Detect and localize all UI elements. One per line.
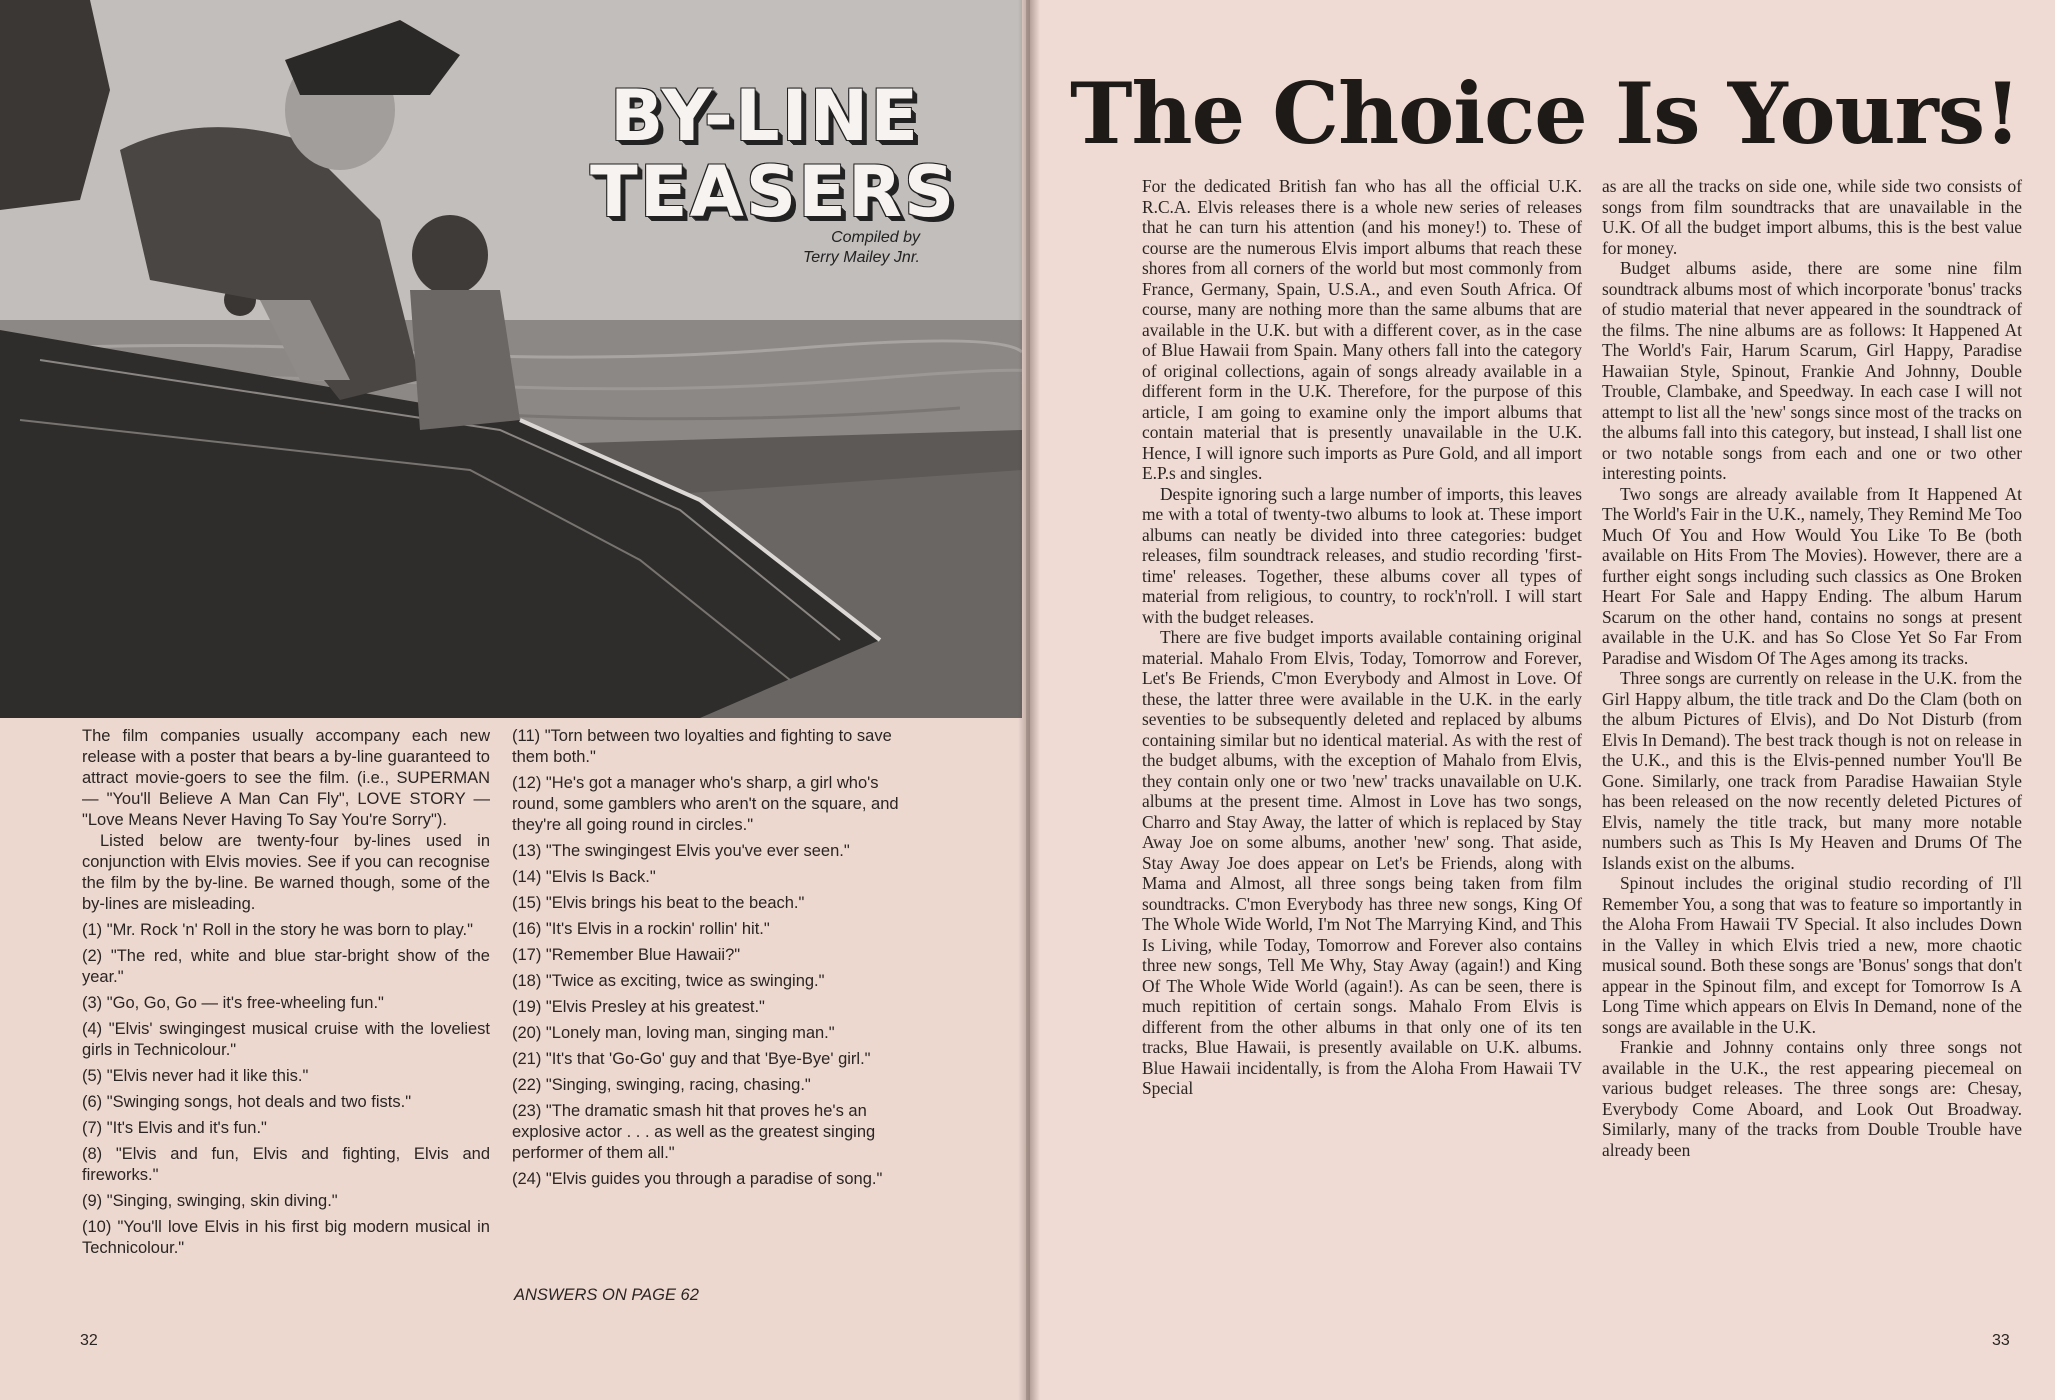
article-paragraph: Two songs are already available from It Happened At The World's Fair in the U.K., namely, They Remind Me Too Much Of You and How Would You Like To Be (both available on Hits From The Movies). However, there are a further eight songs including such classics as One Broken Heart For Sale and Happy Ending. The album Harum Scarum on the other hand, contains no songs at present available in the U.K. and has So Close Yet So Far From Paradise and Wisdom Of The Ages among its tracks.: [1602, 483, 2022, 668]
byline-item: (15) "Elvis brings his beat to the beach.": [512, 894, 805, 912]
answers-note: ANSWERS ON PAGE 62: [514, 1286, 699, 1304]
byline-item: (12) "He's got a manager who's sharp, a girl who's round, some gamblers who aren't on the square, and they're all going round in circles.": [512, 774, 899, 834]
byline-item: (4) "Elvis' swingingest musical cruise with the loveliest girls in Technicolour.": [82, 1020, 490, 1059]
article-headline: The Choice Is Yours!: [1070, 64, 2020, 163]
byline-item: (22) "Singing, swinging, racing, chasing.": [512, 1076, 811, 1094]
article-paragraph: There are five budget imports available containing original material. Mahalo From Elvis, Today, Tomorrow and Forever, Let's Be Friends, C'mon Everybody and Almost in Love. Of these, the latter three were available in the U.K. in the early seventies to be subsequently deleted and replaced by albums containing similar but no identical material. As with the rest of the budget albums, with the exception of Mahalo from Elvis, they contain only one or two 'new' tracks unavailable on U.K. albums at the present time. Almost in Love has two songs, Charro and Stay Away, the latter of which is replaced by Stay Away Joe on some albums, another 'new' song. That aside, Stay Away Joe does appear on Let's be Friends, along with Mama and Almost, all three songs being taken from film soundtracks. C'mon Everybody has three new songs, King Of The Whole Wide World, I'm Not The Marrying Kind, and This Is Living, while Today, Tomorrow and Forever also contains three new songs, Tell Me Why, Stay Away (again!) and King Of The Whole Wide World (again!). As can be seen, there is much repitition of certain songs. Mahalo From Elvis is different from the other albums in that only one of its ten tracks, Blue Hawaii, is presently available on U.K. albums. Blue Hawaii incidentally, is from the Aloha From Hawaii TV Special: [1142, 627, 1582, 1098]
intro-paragraph-2: Listed below are twenty-four by-lines used in conjunction with Elvis movies. See if you can recognise the film by the by-line. Be warned though, some of the by-lines are misleading.: [82, 832, 490, 913]
byline-column-1: [82, 726, 490, 1259]
byline-item: (9) "Singing, swinging, skin diving.": [82, 1192, 338, 1210]
byline-item: (16) "It's Elvis in a rockin' rollin' hit.": [512, 920, 770, 938]
left-page: [0, 0, 1026, 1400]
article-column-1: [1142, 176, 1582, 1099]
article-paragraph: Three songs are currently on release in the U.K. from the Girl Happy album, the title track and Do the Clam (both on the album Pictures of Elvis), and Do Not Disturb (from Elvis In Demand). The best track though is not on release in the U.K., and this is the Elvis-penned number You'll Be Gone. Similarly, one track from Paradise Hawaiian Style has been released on the now recently deleted Pictures of Elvis, namely the title track, but many more notable numbers such as This Is My Heaven and Drums Of The Islands exist on the albums.: [1602, 668, 2022, 873]
byline-item: (8) "Elvis and fun, Elvis and fighting, Elvis and fireworks.": [82, 1145, 490, 1184]
byline-item: (19) "Elvis Presley at his greatest.": [512, 998, 765, 1016]
page-gutter: [1018, 0, 1040, 1400]
article-paragraph: Frankie and Johnny contains only three songs not available in the U.K., the rest appearing piecemeal on various budget releases. The three songs are: Chesay, Everybody Come Aboard, and Look Out Broadway. Similarly, many of the tracks from Double Trouble have already been: [1602, 1037, 2022, 1160]
page-number-right: 33: [1992, 1332, 2010, 1349]
byline-item: (24) "Elvis guides you through a paradise of song.": [512, 1170, 883, 1188]
byline-credit: [700, 228, 920, 268]
byline-item: (5) "Elvis never had it like this.": [82, 1067, 309, 1085]
article-paragraph: as are all the tracks on side one, while side two consists of songs from film soundtracks that are unavailable in the U.K. Of all the budget import albums, this is the best value for money.: [1602, 176, 2022, 258]
article-paragraph: For the dedicated British fan who has all the official U.K. R.C.A. Elvis releases there is a whole new series of releases that he can turn his attention (and his money!) to. These of course are the numerous Elvis import albums that reach these shores from all corners of the world but most commonly from France, Germany, Spain, U.S.A., and even South Africa. Of course, many are nothing more than the same albums that are available in the U.K. but with a different cover, as in the case of Blue Hawaii from Spain. Many others fall into the category of original collections, again of songs already available in a different form in the U.K. Therefore, for the purpose of this article, I am going to examine only the import albums that contain material that is presently unavailable in the U.K. Hence, I will ignore such imports as Pure Gold, and all import E.P.s and singles.: [1142, 176, 1582, 483]
byline-item: (13) "The swingingest Elvis you've ever seen.": [512, 842, 850, 860]
title-line-2: TEASERS: [590, 151, 957, 233]
article-paragraph: Budget albums aside, there are some nine film soundtrack albums most of which incorporate 'bonus' tracks of studio material that never appeared in the soundtrack of the films. The nine albums are as follows: It Happened At The World's Fair, Harum Scarum, Girl Happy, Paradise Hawaiian Style, Spinout, Frankie And Johnny, Double Trouble, Clambake, and Speedway. In each case I will not attempt to list all the 'new' songs since most of the tracks on the albums fall into this category, but instead, I shall list one or two notable songs from each and one or two other interesting points.: [1602, 258, 2022, 483]
byline-item: (1) "Mr. Rock 'n' Roll in the story he was born to play.": [82, 921, 473, 939]
title-line-1: BY-LINE: [609, 75, 921, 157]
credit-line-1: Compiled by: [831, 229, 920, 246]
byline-item: (11) "Torn between two loyalties and fighting to save them both.": [512, 727, 892, 766]
article-paragraph: Despite ignoring such a large number of imports, this leaves me with a total of twenty-two albums to look at. These import albums can neatly be divided into three categories: budget releases, film soundtrack releases, and studio recording 'first-time' releases. Together, these albums cover all types of material from religious, to country, to rock'n'roll. I will start with the budget releases.: [1142, 483, 1582, 627]
byline-item: (21) "It's that 'Go-Go' guy and that 'Bye-Bye' girl.": [512, 1050, 871, 1068]
page-number-left: 32: [80, 1332, 98, 1349]
byline-item: (10) "You'll love Elvis in his first big modern musical in Technicolour.": [82, 1218, 490, 1257]
article-column-2: [1602, 176, 2022, 1160]
elvis-fishing-net-photo: [0, 0, 1022, 718]
article-paragraph: Spinout includes the original studio recording of I'll Remember You, a song that was to feature so importantly in the Aloha From Hawaii TV Special. It also includes Down in the Valley in which Elvis tried a new, more chaotic musical sound. Both these songs are 'Bonus' songs that don't appear in the Spinout film, and except for Tomorrow Is A Long Time which appears on Elvis In Demand, none of the songs are available in the U.K.: [1602, 873, 2022, 1037]
byline-item: (17) "Remember Blue Hawaii?": [512, 946, 741, 964]
intro-paragraph-1: The film companies usually accompany each new release with a poster that bears a by-line guaranteed to attract movie-goers to see the film. (i.e., SUPERMAN — "You'll Believe A Man Can Fly", LOVE STORY — "Love Means Never Having To Say You're Sorry").: [82, 727, 490, 829]
byline-item: (7) "It's Elvis and it's fun.": [82, 1119, 267, 1137]
byline-item: (18) "Twice as exciting, twice as swinging.": [512, 972, 825, 990]
byline-item: (3) "Go, Go, Go — it's free-wheeling fun.": [82, 994, 384, 1012]
byline-item: (23) "The dramatic smash hit that proves he's an explosive actor . . . as well as the greatest singing performer of them all.": [512, 1102, 876, 1162]
byline-column-2: [512, 726, 922, 1190]
credit-line-2: Terry Mailey Jnr.: [802, 249, 920, 266]
byline-item: (20) "Lonely man, loving man, singing man.": [512, 1024, 835, 1042]
byline-teasers-title: [590, 75, 957, 233]
right-page: [1030, 0, 2055, 1400]
byline-item: (2) "The red, white and blue star-bright show of the year.": [82, 947, 490, 986]
byline-item: (6) "Swinging songs, hot deals and two fists.": [82, 1093, 412, 1111]
byline-item: (14) "Elvis Is Back.": [512, 868, 656, 886]
